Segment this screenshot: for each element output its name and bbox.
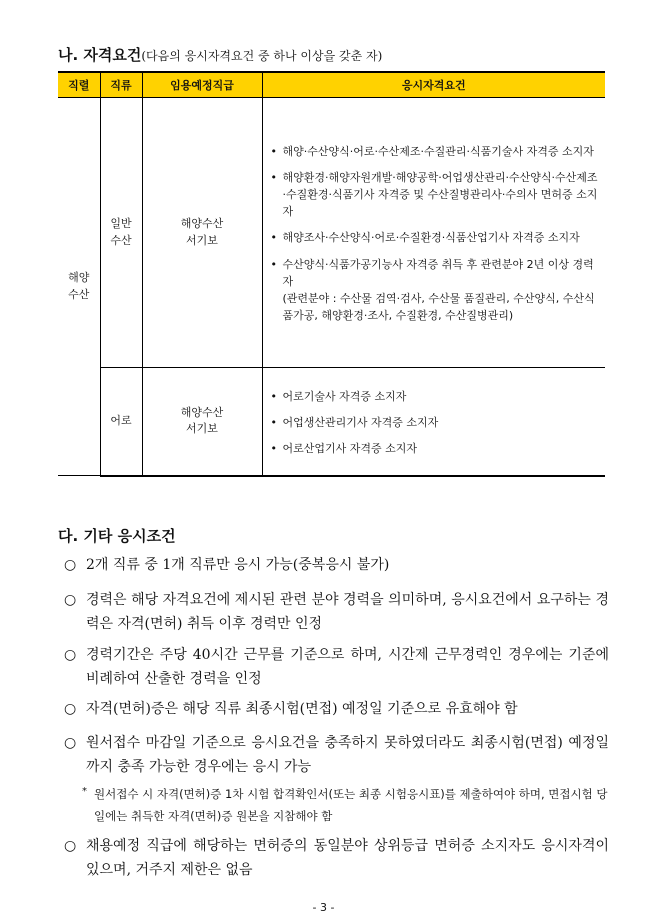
- requirements-cell: [262, 368, 605, 476]
- header-series: 직렬: [58, 72, 100, 98]
- condition-item: [64, 553, 609, 577]
- condition-text: 원서접수 마감일 기준으로 응시요건을 충족하지 못하였더라도 최종시험(면접) 예정일까지 충족 가능한 경우에는 응시 가능: [86, 735, 609, 775]
- class-cell: 일반 수산: [100, 98, 142, 368]
- condition-item: [64, 697, 609, 721]
- circle-bullet-icon: ○: [64, 647, 77, 663]
- section-a-heading: [58, 44, 382, 65]
- condition-text: 경력기간은 주당 40시간 근무를 기준으로 하며, 시간제 근무경력인 경우에는 기준에 비례하여 산출한 경력을 인정: [86, 647, 609, 687]
- header-requirements: 응시자격요건: [262, 72, 605, 98]
- condition-text: 채용예정 직급에 해당하는 면허증의 동일분야 상위등급 면허증 소지자도 응시자격이 있으며, 거주지 제한은 없음: [86, 838, 609, 878]
- table-row: [58, 368, 605, 476]
- condition-item: [64, 588, 609, 636]
- circle-bullet-icon: ○: [64, 592, 77, 608]
- circle-bullet-icon: ○: [64, 557, 77, 573]
- table-row: [58, 98, 605, 368]
- condition-item: [64, 643, 609, 691]
- condition-item: [64, 731, 609, 779]
- requirement-note: (관련분야 : 수산물 검역·검사, 수산물 품질관리, 수산양식, 수산식품가공, 해양환경·조사, 수질환경, 수산질병관리): [282, 291, 595, 322]
- grade-cell: 해양수산 서기보: [142, 98, 262, 368]
- circle-bullet-icon: ○: [64, 735, 77, 751]
- requirement-item: • 수산양식·식품가공기능사 자격증 취득 후 관련분야 2년 이상 경력자: [271, 256, 600, 290]
- table-header-row: [58, 72, 605, 98]
- requirement-item: • 어업생산관리기사 자격증 소지자: [271, 414, 600, 431]
- requirements-table: [58, 71, 605, 477]
- class-cell: 어로: [100, 368, 142, 476]
- condition-text: 2개 직류 중 1개 직류만 응시 가능(중복응시 불가): [86, 557, 390, 573]
- circle-bullet-icon: ○: [64, 838, 77, 854]
- header-class: 직류: [100, 72, 142, 98]
- section-b-title: 다. 기타 응시조건: [58, 527, 176, 545]
- condition-item: [64, 834, 609, 882]
- requirement-item: • 해양·수산양식·어로·수산제조·수질관리·식품기술사 자격증 소지자: [271, 143, 600, 160]
- requirement-item: • 해양환경·해양자원개발·해양공학·어업생산관리·수산양식·수산제조·수질환경·식품기사 자격증 및 수산질병관리사·수의사 면허증 소지자: [271, 169, 600, 220]
- asterisk-icon: *: [82, 786, 87, 797]
- header-grade: 임용예정직급: [142, 72, 262, 98]
- requirement-item: • 어로기술사 자격증 소지자: [271, 388, 600, 405]
- subnote-text: 원서접수 시 자격(면허)증 1차 시험 합격확인서(또는 최종 시험응시표)를 제출하여야 하며, 면접시험 당일에는 취득한 자격(면허)증 원본을 지참해야 함: [94, 787, 608, 823]
- requirement-item: • 해양조사·수산양식·어로·수질환경·식품산업기사 자격증 소지자: [271, 229, 600, 246]
- section-a-subtitle: (다음의 응시자격요건 중 하나 이상을 갖춘 자): [141, 49, 383, 63]
- condition-subnote: [82, 783, 612, 827]
- grade-cell: 해양수산 서기보: [142, 368, 262, 476]
- condition-text: 자격(면허)증은 해당 직류 최종시험(면접) 예정일 기준으로 유효해야 함: [86, 701, 518, 717]
- section-a-title: 나. 자격요건: [58, 46, 142, 64]
- condition-text: 경력은 해당 자격요건에 제시된 관련 분야 경력을 의미하며, 응시요건에서 요구하는 경력은 자격(면허) 취득 이후 경력만 인정: [86, 592, 609, 632]
- requirement-item: • 어로산업기사 자격증 소지자: [271, 440, 600, 457]
- series-cell: 해양 수산: [58, 98, 100, 476]
- circle-bullet-icon: ○: [64, 701, 77, 717]
- requirements-cell: [262, 98, 605, 368]
- page-number: - 3 -: [312, 901, 335, 914]
